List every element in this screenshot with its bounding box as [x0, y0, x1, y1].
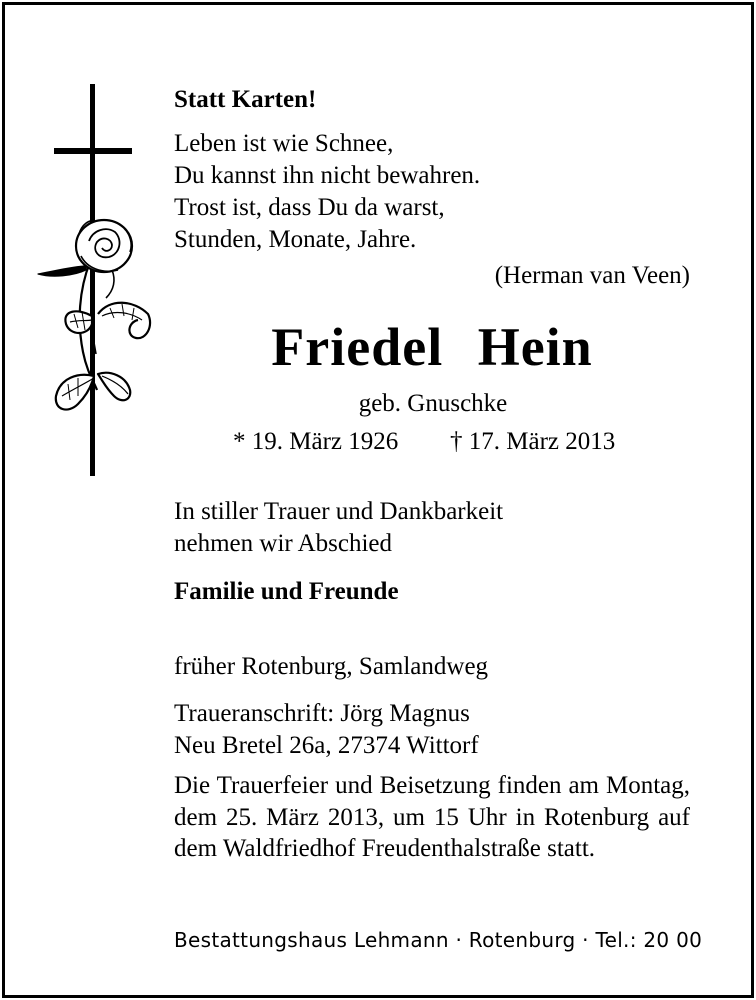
cross-rose-symbol — [34, 84, 164, 480]
deceased-name: Friedel Hein — [271, 317, 593, 377]
birth-date: * 19. März 1926 — [233, 428, 399, 455]
poem-line: Du kannst ihn nicht bewahren. — [174, 162, 481, 189]
address-line: Traueranschrift: Jörg Magnus — [174, 700, 470, 727]
mourning-line: nehmen wir Abschied — [174, 530, 393, 557]
death-date: † 17. März 2013 — [450, 428, 616, 455]
poem-author: (Herman van Veen) — [494, 262, 690, 289]
signature: Familie und Freunde — [174, 578, 399, 605]
intro-heading: Statt Karten! — [174, 86, 317, 113]
poem-line: Leben ist wie Schnee, — [174, 130, 394, 157]
mourning-line: In stiller Trauer und Dankbarkeit — [174, 498, 504, 525]
funeral-notice: Die Trauerfeier und Beisetzung finden am Montag, dem 25. März 2013, um 15 Uhr in Rotenburg auf dem Waldfriedhof Freudenthalstraße statt. — [174, 772, 690, 862]
poem-line: Trost ist, dass Du da warst, — [174, 194, 445, 221]
former-address: früher Rotenburg, Samlandweg — [174, 653, 489, 680]
address-line: Neu Bretel 26a, 27374 Wittorf — [174, 732, 479, 759]
poem-line: Stunden, Monate, Jahre. — [174, 226, 417, 253]
birth-name: geb. Gnuschke — [358, 390, 508, 417]
undertaker-line: Bestattungshaus Lehmann · Rotenburg · Tel.: 20 00 — [174, 928, 703, 952]
